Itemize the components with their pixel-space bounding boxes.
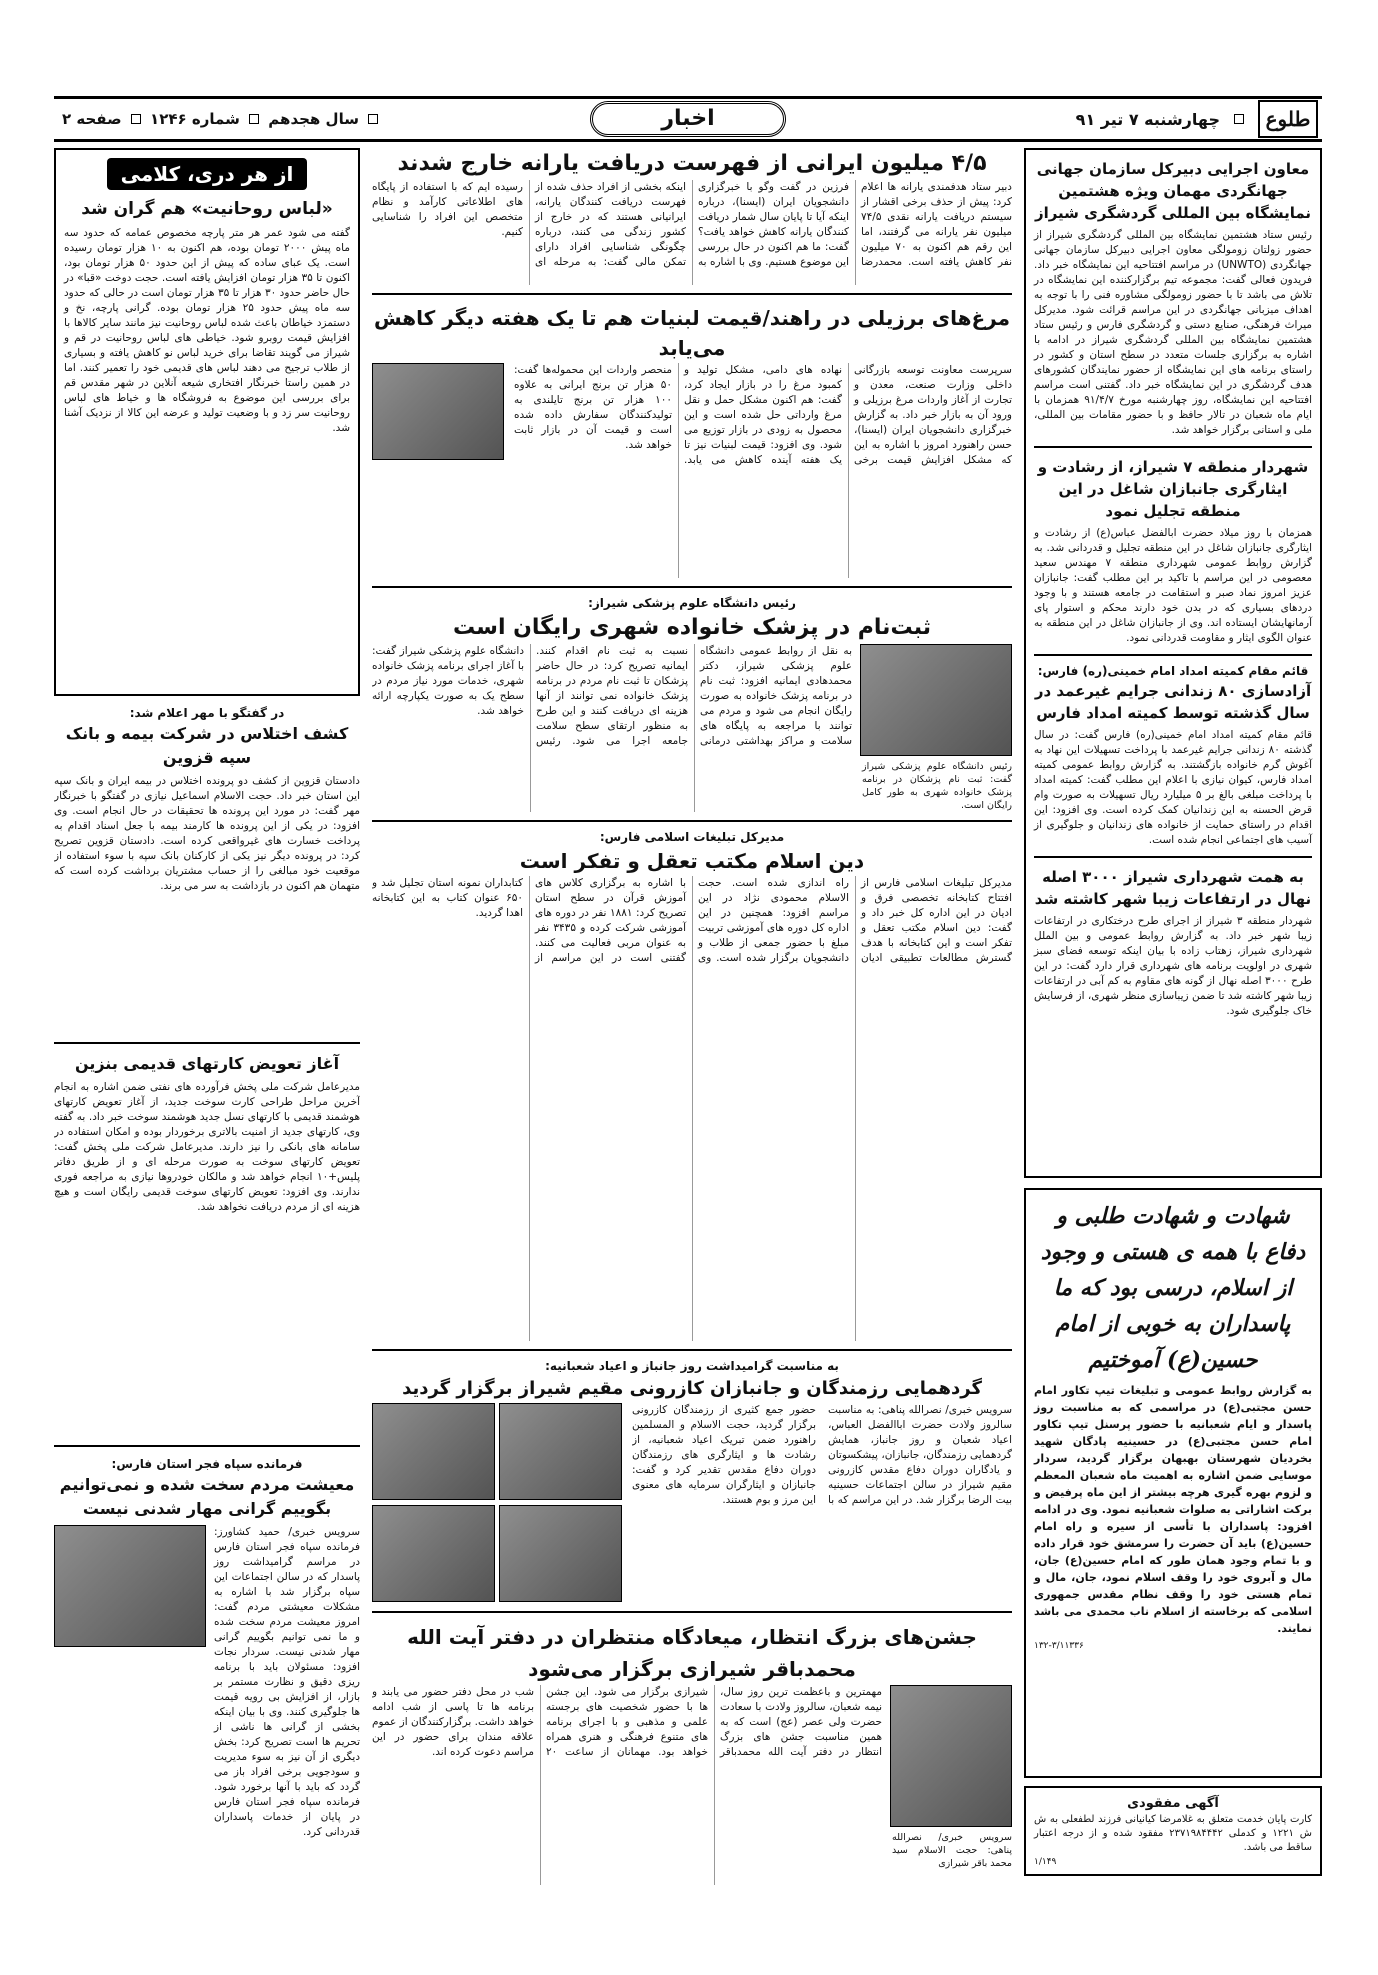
divider	[1034, 856, 1312, 858]
newspaper-page	[54, 96, 1322, 1931]
article-kicker: فرمانده سپاه فجر استان فارس:	[111, 1457, 303, 1471]
event-photo	[499, 1505, 622, 1602]
article-body: سرویس خبری/ حمید کشاورز: فرمانده سپاه فجر استان فارس در مراسم گرامیداشت روز پاسدار که در سالن اجتماعات این سپاه برگزار شد با اشاره به مشکلات معیشتی مردم گفت: امروز معیشت مردم سخت شده و ما نمی توانیم بگوییم گرانی مهار شدنی نیست. سردار نجات افزود: مسئولان باید با برنامه ریزی دقیق و نظارت مستمر بر بازار، از افزایش بی رویه قیمت ها جلوگیری کنند. وی با بیان اینکه بخشی از گرانی ها ناشی از تحریم ها است تصریح کرد: بخش دیگری از آن نیز به سوء مدیریت و سودجویی برخی افراد باز می گردد که باید با آنها برخورد شود. فرمانده سپاه فجر استان فارس در پایان از خدمات پاسداران قدردانی کرد.	[214, 1526, 360, 1838]
article-body: دادستان قزوین از کشف دو پرونده اختلاس در بیمه ایران و بانک سپه این استان خبر داد. حجت الاسلام اسماعیل نیازی در گفتگو با خبرنگار مهر گفت: در مورد این پرونده ها تحقیقات در حال انجام است. وی افزود: در یکی از این پرونده ها کارمند بیمه با جعل اسناد اقدام به پرداخت خسارت های غیرواقعی کرده است. دادستان قزوین تصریح کرد: در پرونده دیگر نیز یکی از کارکنان بانک سپه با سوء استفاده از موقعیت خود مبالغی را از حساب مشتریان برداشت کرده است که متهمان هم اکنون در بازداشت به سر می برند.	[54, 775, 360, 892]
column-banner: از هر دری، کلامی	[107, 158, 308, 190]
article-body: دبیر ستاد هدفمندی یارانه ها اعلام کرد: پیش از حذف برخی اقشار از سیستم دریافت یارانه نقدی ۷۴/۵ میلیون نفر یارانه می گرفتند، اما این رقم هم اکنون به ۷۰ میلیون نفر کاهش یافته است. محمدرضا فرزین در گفت وگو با خبرگزاری دانشجویان ایران (ایسنا)، درباره اینکه آیا تا پایان سال شمار دریافت کنندگان یارانه کاهش خواهد یافت؟ گفت: ما هم اکنون در حال بررسی این موضوع هستیم. وی با اشاره به اینکه بخشی از افراد حذف شده از فهرست دریافت کنندگان یارانه، ایرانیانی هستند که در خارج از کشور زندگی می کنند، درباره چگونگی شناسایی افراد دارای تمکن مالی گفت: به مرحله ای رسیده ایم که با استفاده از پایگاه های اطلاعاتی کارآمد و نظام متخصص این افراد را شناسایی کنیم.	[372, 181, 1012, 268]
quote-headline: شهادت و شهادت طلبی و دفاع با همه ی هستی و وجود از اسلام، درسی بود که ما پاسداران به خوبی از امام حسین(ع) آموختیم	[1040, 1203, 1306, 1373]
fuel-card-article	[54, 1052, 360, 1437]
official-portrait-photo	[860, 644, 1012, 756]
notice-title: آگهی مفقودی	[1127, 1796, 1219, 1811]
veterans-article	[372, 1403, 1012, 1603]
quote-box	[1024, 1188, 1322, 1778]
article-body: سرویس خبری/ نصرالله پناهی: به مناسبت سالروز ولادت حضرت اباالفضل العباس، اعیاد شعبان و روز جانباز، همایش گردهمایی رزمندگان، جانبازان، پیشکسوتان و یادگاران دوران دفاع مقدس کازرونی مقیم شیراز در سالن اجتماعات حسینیه بیت الرضا برگزار شد. در این مراسم که با حضور جمع کثیری از رزمندگان کازرونی برگزار گردید، حجت الاسلام و المسلمین راهنورد ضمن تبریک اعیاد شعبانیه، از رشادت ها و ایثارگری های رزمندگان دوران دفاع مقدس تقدیر کرد و گفت: جانبازان و ایثارگران سرمایه های معنوی این مرز و بوم هستند.	[632, 1404, 1012, 1506]
commander-article	[54, 1455, 360, 1975]
square-icon	[1234, 114, 1244, 124]
article-kicker: رئیس دانشگاه علوم پزشکی شیراز:	[588, 596, 796, 610]
celebration-article	[372, 1685, 1012, 1885]
article-title: کشف اختلاس در شرکت بیمه و بانک سپه قزوین	[65, 724, 349, 767]
article-kicker: مدیرکل تبلیغات اسلامی فارس:	[599, 830, 785, 844]
photo-block	[892, 1685, 1012, 1885]
article-kicker: قائم مقام کمیته امداد امام خمینی(ره) فارس:	[1037, 664, 1309, 678]
veterans-photos	[372, 1403, 622, 1603]
family-doctor-article	[372, 644, 1012, 812]
article-body: مهمترین و باعظمت ترین روز سال، نیمه شعبان، سالروز ولادت با سعادت حضرت ولی عصر (عج) است که به همین مناسبت جشن های بزرگ انتظار در دفتر آیت الله محمدباقر شیرازی برگزار می شود. این جشن ها با حضور شخصیت های برجسته علمی و مذهبی و با اجرای برنامه های متنوع فرهنگی و هنری همراه خواهد بود. مهمانان از ساعت ۲۰ شب در محل دفتر حضور می یابند و برنامه ها تا پاسی از شب ادامه خواهد داشت. برگزارکنندگان از عموم علاقه مندان برای حضور در این مراسم دعوت کرده اند.	[372, 1686, 882, 1758]
photo-block	[862, 644, 1012, 812]
photo-caption: رئیس دانشگاه علوم پزشکی شیراز گفت: ثبت نام پزشکان در برنامه پزشک خانواده شهری به طور کامل رایگان است.	[862, 761, 1012, 811]
left-column	[54, 148, 360, 1975]
masthead-right	[1076, 100, 1322, 138]
chicken-article	[372, 363, 1012, 578]
article-body: شهردار منطقه ۳ شیراز از اجرای طرح درختکاری در ارتفاعات زیبا شهر خبر داد. به گزارش روابط عمومی و بین الملل شهرداری شیراز، زهتاب زاده با بیان اینکه توسعه فضای سبز شهری در اولویت برنامه های شهرداری قرار دارد گفت: در این طرح ۳۰۰۰ اصله نهال از گونه های مقاوم به کم آبی در ارتفاعات زیبا شهر کاشته شد تا ضمن زیباسازی منظر شهری، از فرسایش خاک جلوگیری شود.	[1034, 915, 1313, 1017]
event-photo	[499, 1403, 622, 1500]
article-body: مدیرکل تبلیغات اسلامی فارس از افتتاح کتابخانه تخصصی فرق و ادیان در این اداره کل خبر داد و گفت: دین اسلام مکتب تعقل و تفکر است و این کتابخانه با هدف گسترش مطالعات تطبیقی ادیان راه اندازی شده است. حجت الاسلام محمودی نژاد در این مراسم افزود: همچنین در این اداره کل دوره های آموزشی تربیت مبلغ با حضور جمعی از طلاب و دانشجویان برگزار شده است. وی با اشاره به برگزاری کلاس های آموزش قرآن در سطح استان تصریح کرد: ۱۸۸۱ نفر در دوره های آموزشی شرکت کرده و ۳۴۳۵ نفر به عنوان مربی فعالیت می کنند. گفتنی است در این مراسم از کتابداران نمونه استان تجلیل شد و ۶۵۰ عنوان کتاب به این کتابخانه اهدا گردید.	[372, 877, 1012, 964]
issue-date: چهارشنبه ۷ تیر ۹۱	[1075, 109, 1220, 129]
divider	[372, 820, 1012, 822]
article-title: معاون اجرایی دبیرکل سازمان جهانی جهانگردی مهمان ویژه هشتمین نمایشگاه بین المللی گردشگری شیراز	[1034, 160, 1312, 222]
divider	[372, 293, 1012, 295]
right-column	[1024, 148, 1322, 1876]
newspaper-logo: طلوع	[1258, 100, 1318, 138]
poultry-photo	[372, 363, 504, 460]
article-body: سرپرست معاونت توسعه بازرگانی داخلی وزارت صنعت، معدن و تجارت از آغاز واردات مرغ برزیلی و ورود آن به بازار خبر داد. به گزارش خبرگزاری دانشجویان ایران (ایسنا)، حسن راهنورد امروز با اشاره به این که مشکل افزایش قیمت برخی نهاده های دامی، مشکل تولید و کمبود مرغ را در بازار ایجاد کرد، گفت: هم اکنون مشکل حمل و نقل مرغ وارداتی حل شده است و این محصول به زودی در بازار توزیع می شود. وی افزود: قیمت لبنیات نیز تا یک هفته آینده کاهش می یابد. منحصر واردات این محموله‌ها گفت: ۵۰ هزار تن برنج ایرانی به علاوه ۱۰۰ هزار تن برنج تایلندی به تولیدکنندگان سفارش داده شده است و قیمت آن در بازار ثابت خواهد شد.	[514, 364, 1012, 466]
notice-code: ۱/۱۴۹	[1034, 1857, 1057, 1867]
divider	[1034, 446, 1312, 448]
divider	[1034, 654, 1312, 656]
embezzlement-article	[54, 704, 360, 1034]
headline-veterans: گردهمایی رزمندگان و جانبازان کازرونی مقیم شیراز برگزار گردید	[402, 1378, 982, 1399]
article-title: آزادسازی ۸۰ زندانی جرایم غیرعمد در سال گذشته توسط کمیته امداد فارس	[1034, 682, 1312, 722]
kalami-box	[54, 148, 360, 696]
article-body: گفته می شود عمر هر متر پارچه مخصوص عمامه که حدود سه ماه پیش ۲۰۰۰ تومان بوده، هم اکنون به ۱۰ هزار تومان رسیده است. یک عبای ساده که پیش از این حدود ۵۰ هزار تومان بود، اکنون تا ۳۵ هزار تومان افزایش یافته است. حجت دوخت «قبا» در حال حاضر حدود ۳۰ هزار تا ۳۵ هزار تومان است در حالی که حدود سه ماه پیش حدود ۲۵ هزار تومان بوده. گرانی پارچه، نخ و دستمزد خیاطان باعث شده لباس روحانیت نیز مانند سایر کالاها با افزایش قیمت روبرو شود. خیاطی های لباس روحانیت در قم و شیراز می گویند تقاضا برای خرید لباس نو کاهش یافته و بسیاری از طلاب ترجیح می دهند لباس های قدیمی خود را تعمیر کنند. اما در همین راستا خبرنگار افتخاری شیعه آنلاین در شهر مقدس قم برای بررسی این موضوع به فروشگاه ها و خیاط های لباس روحانیت سر زد و با وضعیت تولید و عرضه این کالا از نزدیک آشنا شد.	[64, 227, 351, 434]
commander-group-photo	[54, 1525, 206, 1647]
divider	[372, 1349, 1012, 1351]
lost-notice	[1024, 1786, 1322, 1876]
article-body: رئیس ستاد هشتمین نمایشگاه بین المللی گردشگری شیراز از حضور زولتان زومولگی معاون اجرایی دبیرکل سازمان جهانی جهانگردی (UNWTO) در مراسم افتتاحیه این نمایشگاه خبر داد. فریدون فعالی گفت: مجموعه تیم برگزارکننده این نمایشگاه در تلاش می باشد تا با حضور زومولگی مشاوره فنی را با توجه به اهداف میزبانی جهانگردی در این مراسم قرائت شود. مدیرکل میراث فرهنگی، صنایع دستی و گردشگری فارس و رئیس ستاد هشتمین نمایشگاه بین المللی گردشگری شیراز در ادامه با اشاره به برگزاری جلسات متعدد در سطح استان و کشور در راستای برنامه های این نمایشگاه از حضور نمایندگان کشورهای هدف گردشگری در این نمایشگاه خبر داد. گفتنی است مراسم افتتاحیه این نمایشگاه، روز چهارشنبه مورخ ۹۱/۴/۷ همزمان با ایام ماه شعبان در تالار حافظ و با حضور مقامات بین المللی، ملی و استانی برگزار خواهد شد.	[1034, 229, 1313, 436]
headline-islam: دین اسلام مکتب تعقل و تفکر است	[519, 849, 865, 873]
banner-wrap	[64, 158, 350, 190]
event-photo	[372, 1505, 495, 1602]
photo-caption: سرویس خبری/ نصرالله پناهی: حجت الاسلام سید محمد باقر شیرازی	[892, 1832, 1012, 1869]
article-body: قائم مقام کمیته امداد امام خمینی(ره) فارس گفت: در سال گذشته ۸۰ زندانی جرایم غیرعمد با پرداخت تسهیلات این نهاد به آغوش گرم خانواده بازگشتند. به گزارش روابط عمومی کمیته امداد فارس، کیوان نیازی با اعلام این مطلب گفت: کمیته امداد با پرداخت مبلغی بالغ بر ۵ میلیارد ریال تسهیلات به صورت وام قرض الحسنه به این زندانیان کمک کرده است. وی افزود: این اقدام در راستای حمایت از خانواده های زندانیان و جلوگیری از آسیب های اجتماعی انجام شده است.	[1034, 729, 1312, 846]
right-news-box	[1024, 148, 1322, 1178]
ad-code: ۱۳۲-۳/۱۱۳۳۶	[1034, 1641, 1084, 1651]
masthead	[54, 96, 1322, 142]
cleric-portrait-photo	[890, 1685, 1012, 1827]
headline-subsidy: ۴/۵ میلیون ایرانی از فهرست دریافت یارانه خارج شدند	[397, 151, 987, 176]
section-title: اخبار	[590, 101, 786, 137]
quote-body: به گزارش روابط عمومی و تبلیغات تیپ تکاور امام حسن مجتبی(ع) در مراسمی که به مناسبت روز پاسدار و ایام شعبانیه با حضور پرسنل تیپ تکاور امام حسن مجتبی(ع) در حسینیه پادگان شهید بخردیان شهرستان بهبهان برگزار گردید، سردار موسایی ضمن اشاره به اهمیت ماه شعبان المعظم و لزوم بهره گیری هرچه بیشتر از این ماه پرفیض و برکت اشاراتی به صلوات شعبانیه نمود. وی در ادامه افزود: پاسداران با تأسی از سیره و راه امام حسین(ع) باید آن حضرت را سرمشق خود قرار داده و با تمام وجود همان طور که امام حسین(ع) جان، مال و آبروی خود را وقف اسلام نمود، جان، مال و تمام هستی خود را وقف نظام مقدس جمهوری اسلامی که برخاسته از اسلام ناب محمدی می باشد نمایند.	[1034, 1384, 1312, 1635]
square-icon	[249, 114, 259, 124]
headline-chicken: مرغ‌های برزیلی در راهند/قیمت لبنیات هم تا یک هفته دیگر کاهش می‌یابد	[374, 306, 1010, 360]
event-photo	[372, 1403, 495, 1500]
headline-family-doctor: ثبت‌نام در پزشک خانواده شهری رایگان است	[453, 615, 931, 640]
headline-celebration: جشن‌های بزرگ انتظار، میعادگاه منتظران در دفتر آیت الله محمدباقر شیرازی برگزار می‌شود	[407, 1625, 977, 1681]
article-title: به همت شهرداری شیراز ۳۰۰۰ اصله نهال در ارتفاعات زیبا شهر کاشته شد	[1034, 868, 1312, 908]
divider	[54, 1042, 360, 1044]
square-icon	[131, 114, 141, 124]
notice-body: کارت پایان خدمت متعلق به غلامرضا کیانیانی فرزند لطفعلی به ش ش ۱۲۲۱ و کدملی ۲۳۷۱۹۸۴۴۴۲ مفقود شده و از درجه اعتبار ساقط می باشد.	[1034, 1814, 1312, 1853]
masthead-left	[54, 110, 382, 128]
article-kicker: به مناسبت گرامیداشت روز جانباز و اعیاد شعبانیه:	[545, 1359, 839, 1373]
article-body: مدیرعامل شرکت ملی پخش فرآورده های نفتی ضمن اشاره به انجام آخرین مراحل طراحی کارت سوخت جدید، از آغاز تعویض کارتهای هوشمند قدیمی با کارتهای نسل جدید هوشمند سوخت خبر داد. به گفته وی، کارتهای جدید از امنیت بالاتری برخوردار بوده و امکان استفاده در سامانه های بانکی را نیز دارند. مدیرعامل شرکت ملی پخش گفت: تعویض کارتهای سوخت به صورت مرحله ای و از طریق دفاتر پلیس+۱۰ انجام خواهد شد و مالکان خودروها نیازی به مراجعه فوری ندارند. وی افزود: تعویض کارتهای سوخت قدیمی رایگان است و هیچ هزینه ای از مردم دریافت نخواهد شد.	[54, 1081, 360, 1213]
page-number: صفحه ۲	[62, 110, 122, 128]
article-title: شهردار منطقه ۷ شیراز، از رشادت و ایثارگری جانبازان شاغل در این منطقه تجلیل نمود	[1037, 458, 1309, 520]
article-kicker: در گفتگو با مهر اعلام شد:	[129, 706, 285, 720]
divider	[372, 586, 1012, 588]
article-body: همزمان با روز میلاد حضرت ابالفضل عباس(ع) از رشادت و ایثارگری جانبازان شاغل در این منطقه تجلیل و قدردانی شد. به گزارش روابط عمومی شهرداری منطقه ۷ مهندس سعید معصومی در این مراسم با تاکید بر این مطلب گفت: جانبازان عزیز امروز نماد صبر و استقامت در جامعه هستند و با وجود دردهای بسیاری که در بدن خود دارند محکم و استوار پای آرمانهایشان ایستاده اند. وی از جانبازان شاغل در این منطقه به عنوان الگوی ایثار و مقاومت قدردانی نمود.	[1034, 527, 1312, 644]
article-title: «لباس روحانیت» هم گران شد	[81, 199, 333, 219]
middle-column	[372, 148, 1012, 1885]
issue-year: سال هجدهم	[268, 110, 359, 128]
divider	[54, 1445, 360, 1447]
commander-body	[54, 1525, 360, 1840]
issue-number: شماره ۱۲۴۶	[150, 110, 240, 128]
article-body: به نقل از روابط عمومی دانشگاه علوم پزشکی شیراز، دکتر محمدهادی ایمانیه افزود: ثبت نام در برنامه پزشک خانواده به صورت رایگان انجام می شود و مردم می توانند با مراجعه به پایگاه های سلامت و مراکز بهداشتی درمانی نسبت به ثبت نام اقدام کنند. ایمانیه تصریح کرد: در حال حاضر پزشکان تا ثبت نام مردم در برنامه پزشک خانواده نمی توانند از آنها هزینه ای دریافت کنند و این طرح به منظور ارتقای سطح سلامت جامعه اجرا می شود. رئیس دانشگاه علوم پزشکی شیراز گفت: با آغاز اجرای برنامه پزشک خانواده شهری، خدمات مورد نیاز مردم در سطح یک به صورت یکپارچه ارائه خواهد شد.	[372, 645, 852, 747]
divider	[372, 1611, 1012, 1613]
article-title: معیشت مردم سخت شده و نمی‌توانیم بگوییم گرانی مهار شدنی نیست	[59, 1475, 355, 1518]
square-icon	[368, 114, 378, 124]
article-title: آغاز تعویض کارتهای قدیمی بنزین	[74, 1054, 340, 1073]
